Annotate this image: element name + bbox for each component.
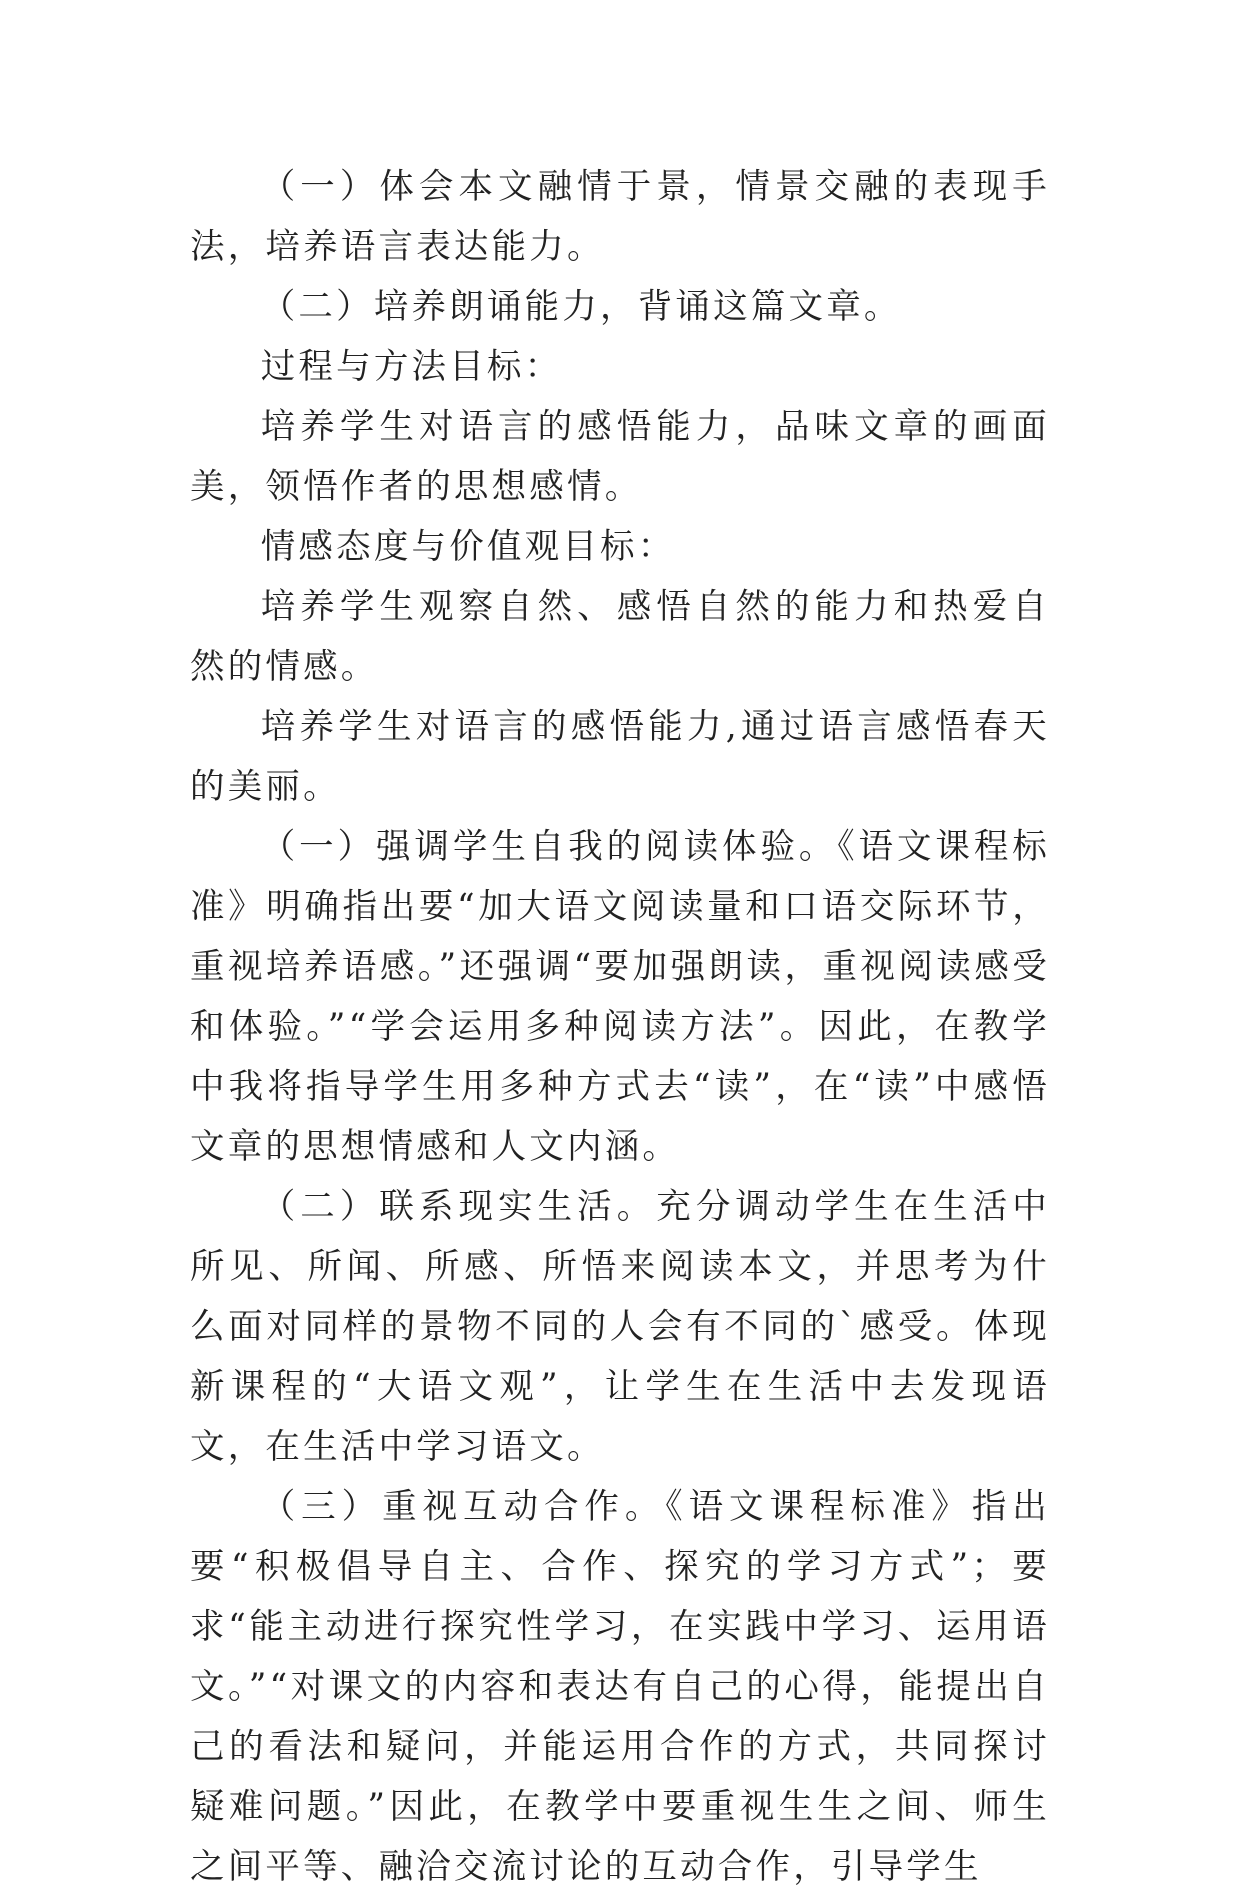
paragraph-process-method: 培养学生对语言的感悟能力，品味文章的画面美，领悟作者的思想感情。 [190, 407, 1050, 507]
paragraph-emotion-1: 培养学生观察自然、感悟自然的能力和热爱自然的情感。 [190, 587, 1050, 687]
paragraph-objective-2: （二）培养朗诵能力，背诵这篇文章。 [260, 287, 902, 327]
paragraph-emotion-2: 培养学生对语言的感悟能力,通过语言感悟春天的美丽。 [190, 707, 1050, 807]
heading-process-method: 过程与方法目标： [260, 347, 563, 387]
paragraph-reading-experience: （一）强调学生自我的阅读体验。《语文课程标准》明确指出要“加大语文阅读量和口语交际环节，重视培养语感。”还强调“要加强朗读，重视阅读感受和体验。”“学会运用多种阅读方法”。因此，在教学中我将指导学生用多种方式去“读”，在“读”中感悟文章的思想情感和人文内涵。 [190, 827, 1050, 1167]
document-body [190, 157, 1050, 1897]
heading-emotion-values: 情感态度与价值观目标： [260, 527, 676, 567]
paragraph-interaction: （三）重视互动合作。《语文课程标准》指出要“积极倡导自主、合作、探究的学习方式”；要求“能主动进行探究性学习，在实践中学习、运用语文。”“对课文的内容和表达有自己的心得，能提出自己的看法和疑问，并能运用合作的方式，共同探讨疑难问题。”因此，在教学中要重视生生之间、师生之间平等、融洽交流讨论的互动合作，引导学生 [190, 1487, 1050, 1887]
paragraph-objective-1: （一）体会本文融情于景，情景交融的表现手法，培养语言表达能力。 [190, 167, 1050, 267]
paragraph-real-life: （二）联系现实生活。充分调动学生在生活中所见、所闻、所感、所悟来阅读本文，并思考为什么面对同样的景物不同的人会有不同的`感受。体现新课程的“大语文观”，让学生在生活中去发现语文，在生活中学习语文。 [190, 1187, 1050, 1467]
